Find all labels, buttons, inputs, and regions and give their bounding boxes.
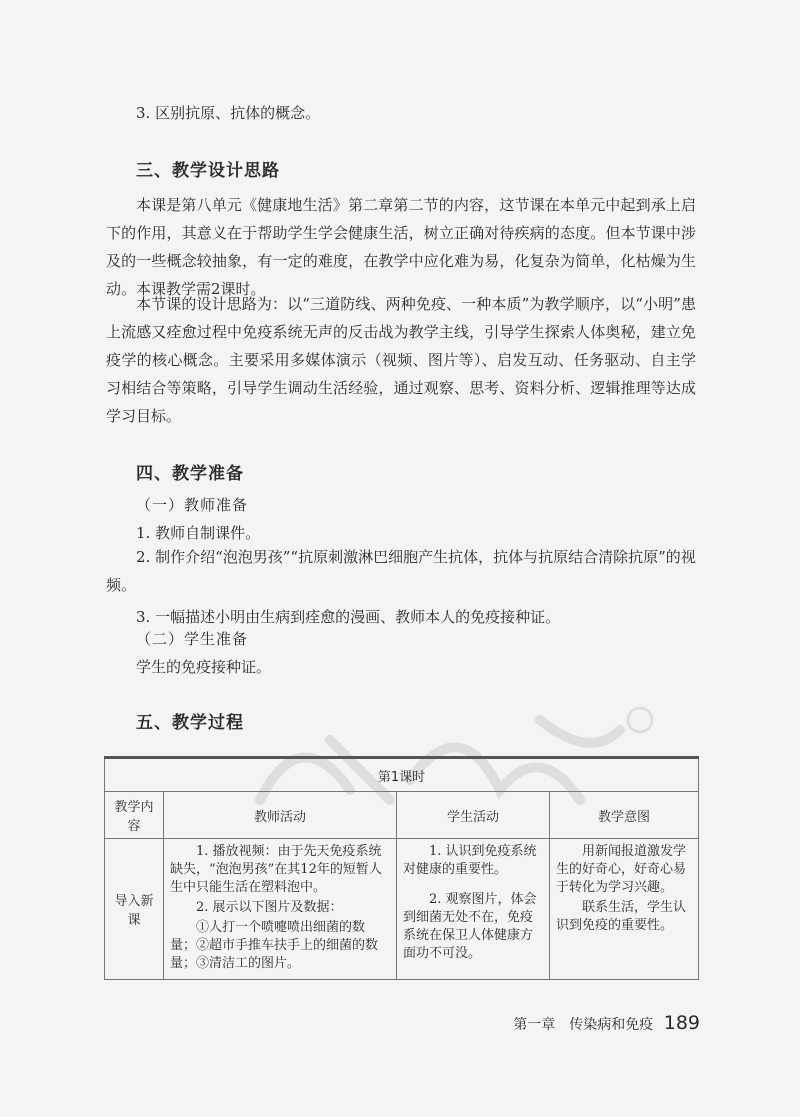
session-label: 第1课时 [105, 758, 699, 792]
intent-1: 用新闻报道激发学生的好奇心，好奇心易于转化为学习兴趣。 [556, 844, 687, 895]
section-3-paragraph-1: 本课是第八单元《健康地生活》第二章第二节的内容，这节课在本单元中起到承上启下的作用，其意义在于帮助学生学会健康生活，树立正确对待疾病的态度。但本节课中涉及的一些概念较抽象，有一定的难度，在教学中应化难为易，化复杂为简单，化枯燥为生动。本课教学需2课时。 [106, 196, 696, 298]
section-3-heading: 三、教学设计思路 [136, 161, 280, 181]
phase-label: 导入新课 [105, 839, 164, 980]
table-row [105, 839, 699, 980]
teacher-prep-item-3: 3. 一幅描述小明由生病到痊愈的漫画、教师本人的免疫接种证。 [136, 608, 561, 626]
header-student-activity: 学生活动 [397, 792, 550, 839]
student-activity-2: 2. 观察图片，体会到细菌无处不在，免疫系统在保卫人体健康方面功不可没。 [403, 892, 537, 961]
section-3-paragraph-2: 本节课的设计思路为：以“三道防线、两种免疫、一种本质”为教学顺序，以“小明”患上流感又痊愈过程中免疫系统无声的反击战为教学主线，引导学生探索人体奥秘，建立免疫学的核心概念。主要采用多媒体演示（视频、图片等）、启发互动、任务驱动、自主学习相结合等策略，引导学生调动生活经验，通过观察、思考、资料分析、逻辑推理等达成学习目标。 [106, 295, 696, 425]
teacher-prep-title: （一）教师准备 [136, 496, 249, 514]
student-activity-1: 1. 认识到免疫系统对健康的重要性。 [403, 844, 537, 877]
intent-cell [550, 839, 699, 980]
student-activity-cell [397, 839, 550, 980]
teacher-prep-item-1: 1. 教师自制课件。 [136, 524, 261, 542]
header-teacher-activity: 教师活动 [164, 792, 397, 839]
section-5-heading: 五、教学过程 [136, 713, 244, 733]
teacher-activity-3: ①人打一个喷嚏喷出细菌的数量；②超市手推车扶手上的细菌的数量；③清洁工的图片。 [170, 920, 379, 971]
teacher-prep-item-2: 2. 制作介绍“泡泡男孩”“抗原刺激淋巴细胞产生抗体，抗体与抗原结合清除抗原”的视频。 [106, 548, 696, 594]
lesson-process-table [104, 756, 699, 980]
student-prep-title: （二）学生准备 [136, 630, 249, 648]
teacher-activity-cell [164, 839, 397, 980]
page-number: 189 [663, 1012, 700, 1034]
objective-3: 3. 区别抗原、抗体的概念。 [136, 104, 321, 122]
chapter-title: 第一章 传染病和免疫 [513, 1017, 654, 1033]
page-footer [513, 1012, 700, 1034]
section-4-heading: 四、教学准备 [136, 464, 244, 484]
teacher-activity-1: 1. 播放视频：由于先天免疫系统缺失，“泡泡男孩”在其12年的短暂人生中只能生活在塑料泡中。 [170, 844, 382, 895]
header-intent: 教学意图 [550, 792, 699, 839]
intent-2: 联系生活，学生认识到免疫的重要性。 [556, 900, 687, 933]
teacher-activity-2: 2. 展示以下图片及数据： [196, 900, 343, 915]
student-prep-item: 学生的免疫接种证。 [136, 658, 272, 676]
header-content: 教学内容 [105, 792, 164, 839]
